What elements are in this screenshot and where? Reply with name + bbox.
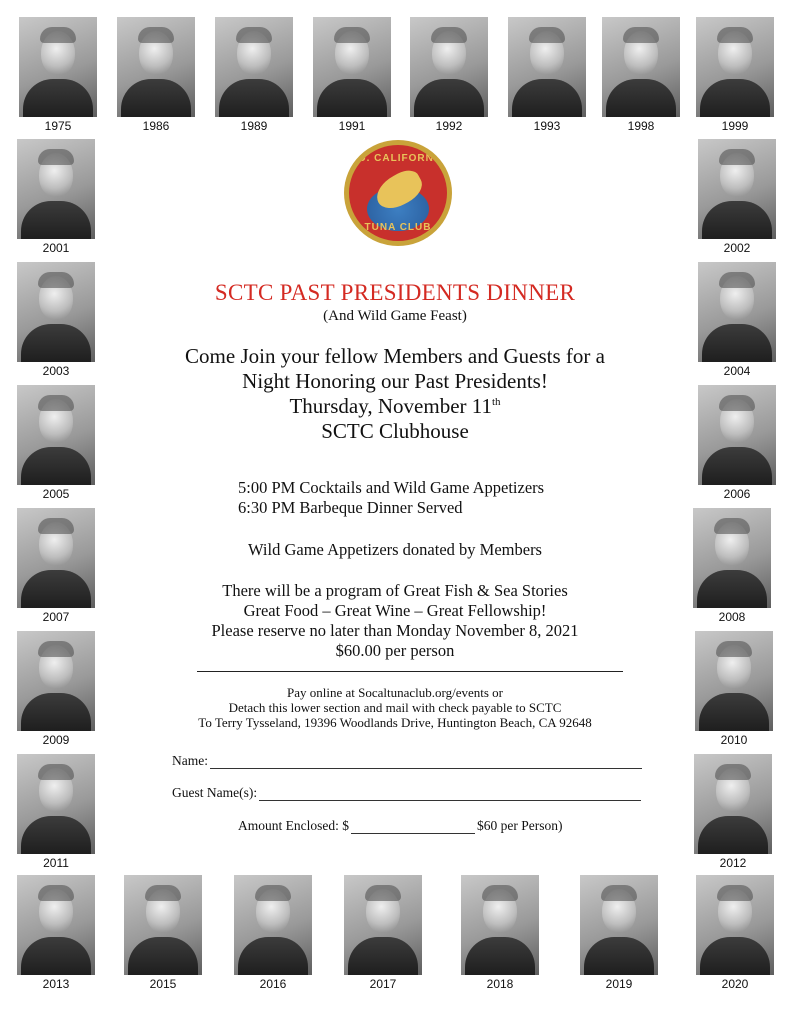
portrait-year: 2010 [720,733,748,747]
portrait-2016 [234,875,312,992]
portrait-2020 [696,875,774,992]
name-label: Name: [172,753,208,768]
portrait-2013 [17,875,95,992]
portrait-year: 2015 [149,977,177,991]
president-photo [17,262,95,362]
president-photo [698,139,776,239]
portrait-year: 1991 [338,119,366,133]
president-photo [19,17,97,117]
guest-row [172,785,641,801]
portrait-2017 [344,875,422,992]
logo-emblem [349,145,447,241]
amount-label: Amount Enclosed: $ [238,818,349,833]
guest-name-label: Guest Name(s): [172,785,258,800]
portrait-2015 [124,875,202,992]
amount-suffix: $60 per Person) [477,818,563,833]
president-photo [17,631,95,731]
president-photo [694,754,772,854]
guest-name-field[interactable] [259,787,641,801]
portrait-year: 1992 [435,119,463,133]
portrait-2019 [580,875,658,992]
portrait-2006 [698,385,776,502]
president-photo [313,17,391,117]
president-photo [696,875,774,975]
president-photo [17,385,95,485]
portrait-2005 [17,385,95,502]
president-photo [234,875,312,975]
president-photo [698,262,776,362]
president-photo [695,631,773,731]
schedule-block [160,478,630,518]
event-title: SCTC PAST PRESIDENTS DINNER [214,280,576,305]
payment-instructions [160,685,630,730]
portrait-2010 [695,631,773,748]
schedule-item-dinner: 6:30 PM Barbeque Dinner Served [238,498,463,517]
president-photo [698,385,776,485]
portrait-2004 [698,262,776,379]
donation-note: Wild Game Appetizers donated by Members [248,540,542,559]
event-venue: SCTC Clubhouse [321,419,469,443]
logo-text-bottom: TUNA CLUB [364,222,432,233]
payment-line-2: Detach this lower section and mail with check payable to SCTC [228,700,562,715]
president-photo [117,17,195,117]
president-photo [17,875,95,975]
portrait-year: 2003 [42,364,70,378]
president-photo [410,17,488,117]
portrait-year: 1993 [533,119,561,133]
president-photo [602,17,680,117]
event-date [160,394,630,419]
president-photo [344,875,422,975]
portrait-1975 [19,17,97,134]
portrait-2008 [693,508,771,625]
payment-line-1: Pay online at Socaltunaclub.org/events or [286,685,504,700]
portrait-1991 [313,17,391,134]
portrait-year: 2012 [719,856,747,870]
portrait-year: 1998 [627,119,655,133]
event-subtitle: (And Wild Game Feast) [323,308,467,324]
club-logo [344,140,452,246]
president-photo [17,754,95,854]
portrait-1989 [215,17,293,134]
portrait-year: 1989 [240,119,268,133]
payment-line-3: To Terry Tysseland, 19396 Woodlands Drive, Huntington Beach, CA 92648 [198,715,592,730]
president-photo [124,875,202,975]
president-photo [215,17,293,117]
name-field[interactable] [210,755,642,769]
portrait-year: 2019 [605,977,633,991]
president-photo [693,508,771,608]
portrait-year: 1975 [44,119,72,133]
portrait-year: 1986 [142,119,170,133]
event-date-text: Thursday, November 11 [289,394,492,418]
portrait-2011 [17,754,95,871]
portrait-1986 [117,17,195,134]
portrait-2002 [698,139,776,256]
portrait-1998 [602,17,680,134]
portrait-year: 2009 [42,733,70,747]
program-block [160,581,630,661]
portrait-year: 2008 [718,610,746,624]
president-photo [696,17,774,117]
program-line-2: Great Food – Great Wine – Great Fellowship! [243,601,547,620]
president-photo [580,875,658,975]
portrait-year: 2005 [42,487,70,501]
portrait-2018 [461,875,539,992]
portrait-2003 [17,262,95,379]
invite-line-2: Night Honoring our Past Presidents! [242,369,548,393]
portrait-year: 2001 [42,241,70,255]
portrait-year: 2011 [43,856,69,870]
invitation-block [160,344,630,444]
portrait-year: 2013 [42,977,70,991]
portrait-year: 2006 [723,487,751,501]
portrait-year: 1999 [721,119,749,133]
portrait-1992 [410,17,488,134]
portrait-year: 2007 [42,610,70,624]
portrait-2009 [17,631,95,748]
portrait-1993 [508,17,586,134]
section-divider [197,671,623,672]
president-photo [508,17,586,117]
name-row [172,753,642,769]
price-line: $60.00 per person [335,641,455,660]
portrait-2012 [694,754,772,871]
amount-row [238,818,562,834]
president-photo [17,508,95,608]
amount-field[interactable] [351,820,475,834]
portrait-year: 2020 [721,977,749,991]
program-line-3: Please reserve no later than Monday November 8, 2021 [211,621,579,640]
event-date-suffix: th [492,396,501,408]
portrait-year: 2002 [723,241,751,255]
portrait-year: 2017 [369,977,397,991]
schedule-item-cocktails: 5:00 PM Cocktails and Wild Game Appetizers [238,478,545,497]
portrait-year: 2018 [486,977,514,991]
portrait-year: 2016 [259,977,287,991]
portrait-2001 [17,139,95,256]
president-photo [17,139,95,239]
portrait-year: 2004 [723,364,751,378]
portrait-1999 [696,17,774,134]
portrait-2007 [17,508,95,625]
program-line-1: There will be a program of Great Fish & Sea Stories [222,581,568,600]
logo-text-top: SO. CALIFORNIA [350,153,446,164]
invite-line-1: Come Join your fellow Members and Guests for a [185,344,605,368]
president-photo [461,875,539,975]
